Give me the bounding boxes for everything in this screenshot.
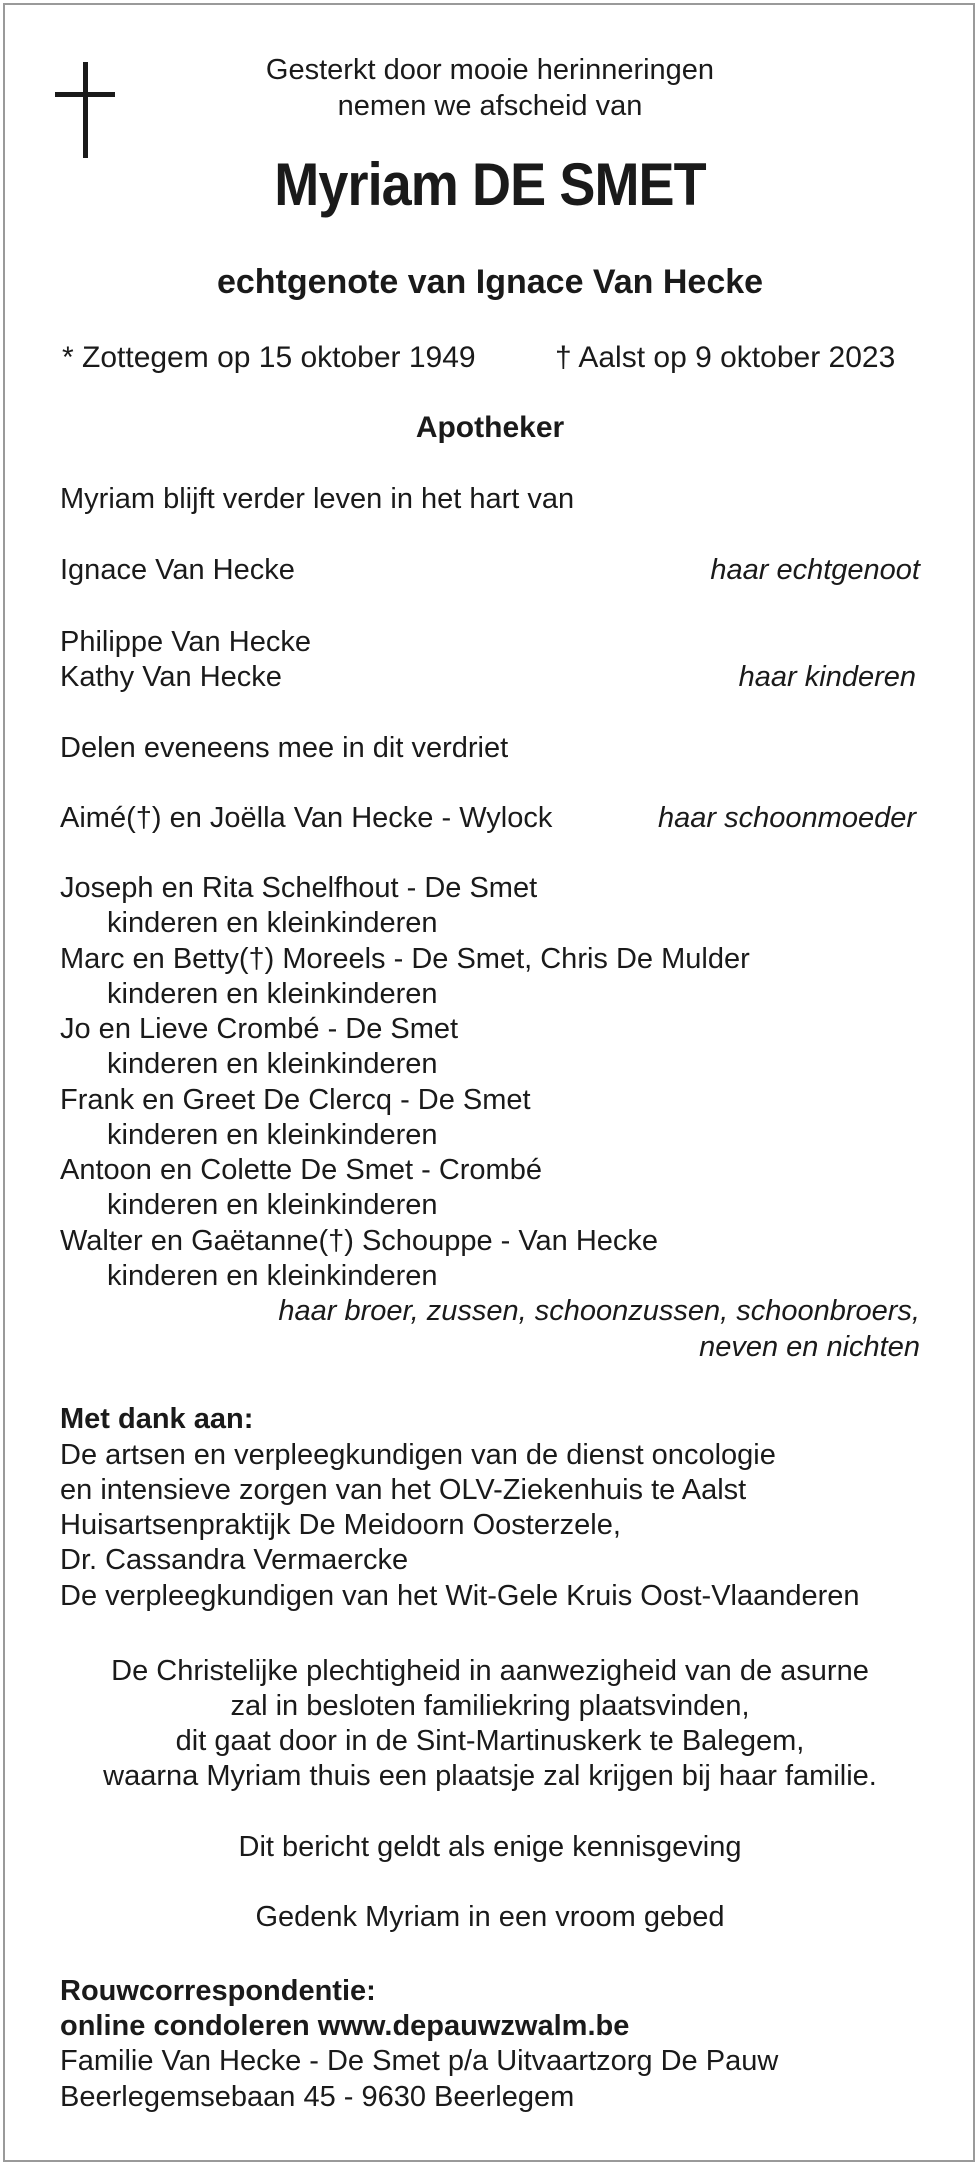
family-member-sub: kinderen en kleinkinderen <box>107 1119 438 1151</box>
family-member: Marc en Betty(†) Moreels - De Smet, Chris De Mulder <box>60 943 750 975</box>
ceremony-text <box>0 1654 980 1794</box>
family-member: Jo en Lieve Crombé - De Smet <box>60 1013 459 1045</box>
thanks-heading: Met dank aan: <box>60 1403 254 1435</box>
thanks-line: Huisartsenpraktijk De Meidoorn Oosterzele, <box>60 1509 621 1541</box>
thanks-line: De verpleegkundigen van het Wit-Gele Kruis Oost-Vlaanderen <box>60 1580 860 1612</box>
birth-date: * Zottegem op 15 oktober 1949 <box>62 341 476 374</box>
husband-role: haar echtgenoot <box>710 554 920 586</box>
ceremony-line: De Christelijke plechtigheid in aanwezigheid van de asurne <box>111 1655 869 1687</box>
child-name: Philippe Van Hecke <box>60 626 311 658</box>
ceremony-line: waarna Myriam thuis een plaatsje zal krijgen bij haar familie. <box>103 1760 877 1792</box>
ceremony-line: dit gaat door in de Sint-Martinuskerk te Balegem, <box>175 1725 805 1757</box>
death-date: † Aalst op 9 oktober 2023 <box>555 341 896 374</box>
address-line: Beerlegemsebaan 45 - 9630 Beerlegem <box>60 2081 575 2113</box>
family-member: Frank en Greet De Clercq - De Smet <box>60 1084 531 1116</box>
family-member-sub: kinderen en kleinkinderen <box>107 1260 438 1292</box>
husband-name: Ignace Van Hecke <box>60 554 295 586</box>
intro-line: nemen we afscheid van <box>337 90 643 122</box>
intro-text <box>0 52 980 124</box>
ceremony-line: zal in besloten familiekring plaatsvinden, <box>230 1690 750 1722</box>
thanks-line: De artsen en verpleegkundigen van de dienst oncologie <box>60 1439 776 1471</box>
family-member-sub: kinderen en kleinkinderen <box>107 1189 438 1221</box>
intro-line: Gesterkt door mooie herinneringen <box>265 54 715 86</box>
child-name: Kathy Van Hecke <box>60 661 282 693</box>
correspondence-heading: Rouwcorrespondentie: <box>60 1975 376 2007</box>
family-role: haar broer, zussen, schoonzussen, schoonbroers, <box>278 1295 920 1327</box>
profession: Apotheker <box>415 411 565 444</box>
notice-text: Dit bericht geldt als enige kennisgeving <box>238 1831 742 1863</box>
lives-on-text: Myriam blijft verder leven in het hart van <box>60 483 575 515</box>
share-grief-text: Delen eveneens mee in dit verdriet <box>60 732 509 764</box>
thanks-line: en intensieve zorgen van het OLV-Ziekenhuis te Aalst <box>60 1474 747 1506</box>
family-member: Joseph en Rita Schelfhout - De Smet <box>60 872 538 904</box>
family-member-sub: kinderen en kleinkinderen <box>107 907 438 939</box>
address-line: Familie Van Hecke - De Smet p/a Uitvaartzorg De Pauw <box>60 2045 779 2077</box>
family-member: Walter en Gaëtanne(†) Schouppe - Van Hecke <box>60 1225 659 1257</box>
spouse-line: echtgenote van Ignace Van Hecke <box>216 263 764 301</box>
family-role: neven en nichten <box>699 1331 920 1363</box>
thanks-line: Dr. Cassandra Vermaercke <box>60 1544 409 1576</box>
mother-in-law-name: Aimé(†) en Joëlla Van Hecke - Wylock <box>60 802 553 834</box>
online-condolence: online condoleren www.depauwzwalm.be <box>60 2010 630 2042</box>
children-role: haar kinderen <box>738 661 916 693</box>
mother-in-law-role: haar schoonmoeder <box>658 802 916 834</box>
deceased-name: Myriam DE SMET <box>274 151 706 218</box>
family-member-sub: kinderen en kleinkinderen <box>107 978 438 1010</box>
family-member: Antoon en Colette De Smet - Crombé <box>60 1154 542 1186</box>
remember-text: Gedenk Myriam in een vroom gebed <box>255 1901 725 1933</box>
family-member-sub: kinderen en kleinkinderen <box>107 1048 438 1080</box>
